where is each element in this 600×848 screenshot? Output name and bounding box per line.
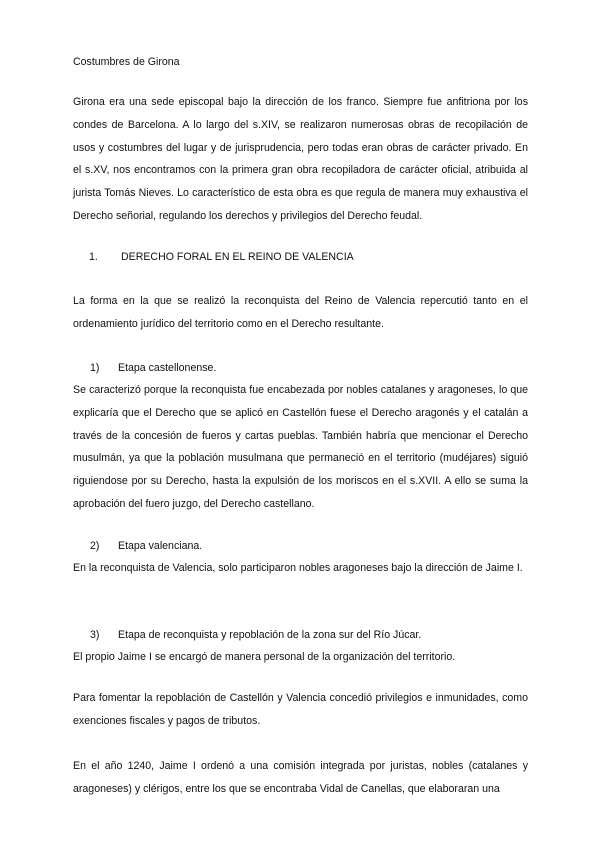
stage-text-2: En la reconquista de Valencia, solo participaron nobles aragoneses bajo la dirección de Jaime I. [73,562,523,574]
stage-text-3: El propio Jaime I se encargó de manera personal de la organización del territorio. [73,651,456,663]
stage-title: Etapa castellonense. [118,362,217,374]
section-title: DERECHO FORAL EN EL REINO DE VALENCIA [121,251,354,263]
stage-title: Etapa valenciana. [118,540,203,552]
intro-paragraph: Girona era una sede episcopal bajo la dirección de los franco. Siempre fue anfitriona por los condes de Barcelona. A lo largo del s.XIV, se realizaron numerosas obras de recopilación de usos y costumbres del lugar y de jurisprudencia, pero todas eran obras de carácter privado. En el s.XV, nos encontramos con la primera gran obra recopiladora de carácter oficial, atribuida al jurista Tomás Nieves. Lo característico de esta obra es que regula de manera muy exhaustiva el Derecho señorial, regulando los derechos y privilegios del Derecho feudal. [73,96,528,222]
paragraph-fomento: Para fomentar la repoblación de Castellón y Valencia concedió privilegios e inmunidades, como exenciones fiscales y pagos de tributos. [73,692,528,727]
section-heading [73,246,354,269]
section-number: 1. [89,251,98,263]
paragraph-1240: En el año 1240, Jaime I ordenó a una comisión integrada por juristas, nobles (catalanes y aragoneses) y clérigos, entre los que se encontraba Vidal de Canellas, que elaboraran una [73,760,528,795]
stage-heading-3 [73,624,421,647]
document-page [73,0,528,848]
section-paragraph: La forma en la que se realizó la reconquista del Reino de Valencia repercutió tanto en el ordenamiento jurídico del territorio como en el Derecho resultante. [73,295,528,330]
stage-title: Etapa de reconquista y repoblación de la zona sur del Río Júcar. [118,629,422,641]
stage-number: 3) [90,629,100,641]
stage-number: 1) [90,362,100,374]
stage-heading-1 [73,357,216,380]
stage-number: 2) [90,540,100,552]
document-title: Costumbres de Girona [73,56,180,68]
stage-heading-2 [73,535,202,558]
stage-text-1: Se caracterizó porque la reconquista fue encabezada por nobles catalanes y aragoneses, lo que explicaría que el Derecho que se aplicó en Castellón fuese el Derecho aragonés y el catalán a través de la concesión de fueros y cartas pueblas. También habría que mencionar el Derecho musulmán, ya que la población musulmana que permaneció en el territorio (mudéjares) siguió riguiendose por su Derecho, hasta la expulsión de los moriscos en el s.XVII. A ello se suma la aprobación del fuero juzgo, del Derecho castellano. [73,384,528,510]
